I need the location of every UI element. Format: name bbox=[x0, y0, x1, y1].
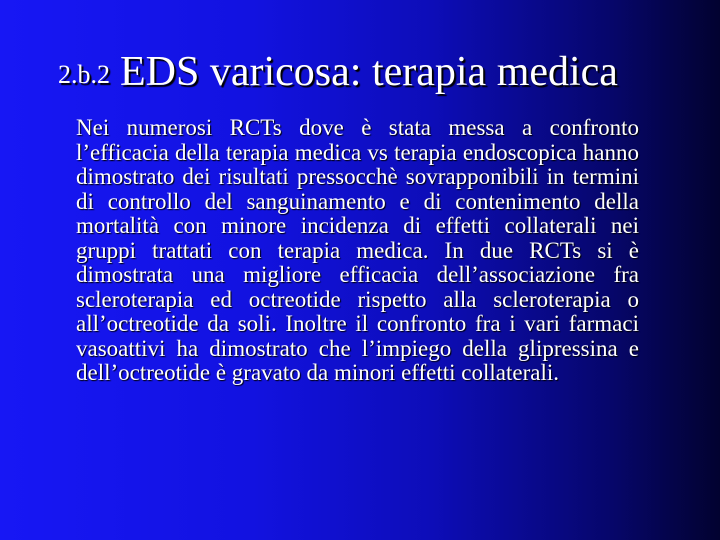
section-number: 2.b.2 bbox=[58, 60, 110, 89]
slide-title bbox=[58, 48, 708, 96]
title-text: EDS varicosa: terapia medica bbox=[120, 49, 618, 95]
body-paragraph: Nei numerosi RCTs dove è stata messa a confronto l’efficacia della terapia medica vs terapia endoscopica hanno dimostrato dei risultati pressocchè sovrapponibili in termini di controllo del sanguinamento e di contenimento della mortalità con minore incidenza di effetti collaterali nei gruppi trattati con terapia medica. In due RCTs si è dimostrata una migliore efficacia dell’associazione fra scleroterapia ed octreotide rispetto alla scleroterapia o all’octreotide da soli. Inoltre il confronto fra i vari farmaci vasoattivi ha dimostrato che l’impiego della glipressina e dell’octreotide è gravato da minori effetti collaterali. bbox=[76, 115, 639, 385]
